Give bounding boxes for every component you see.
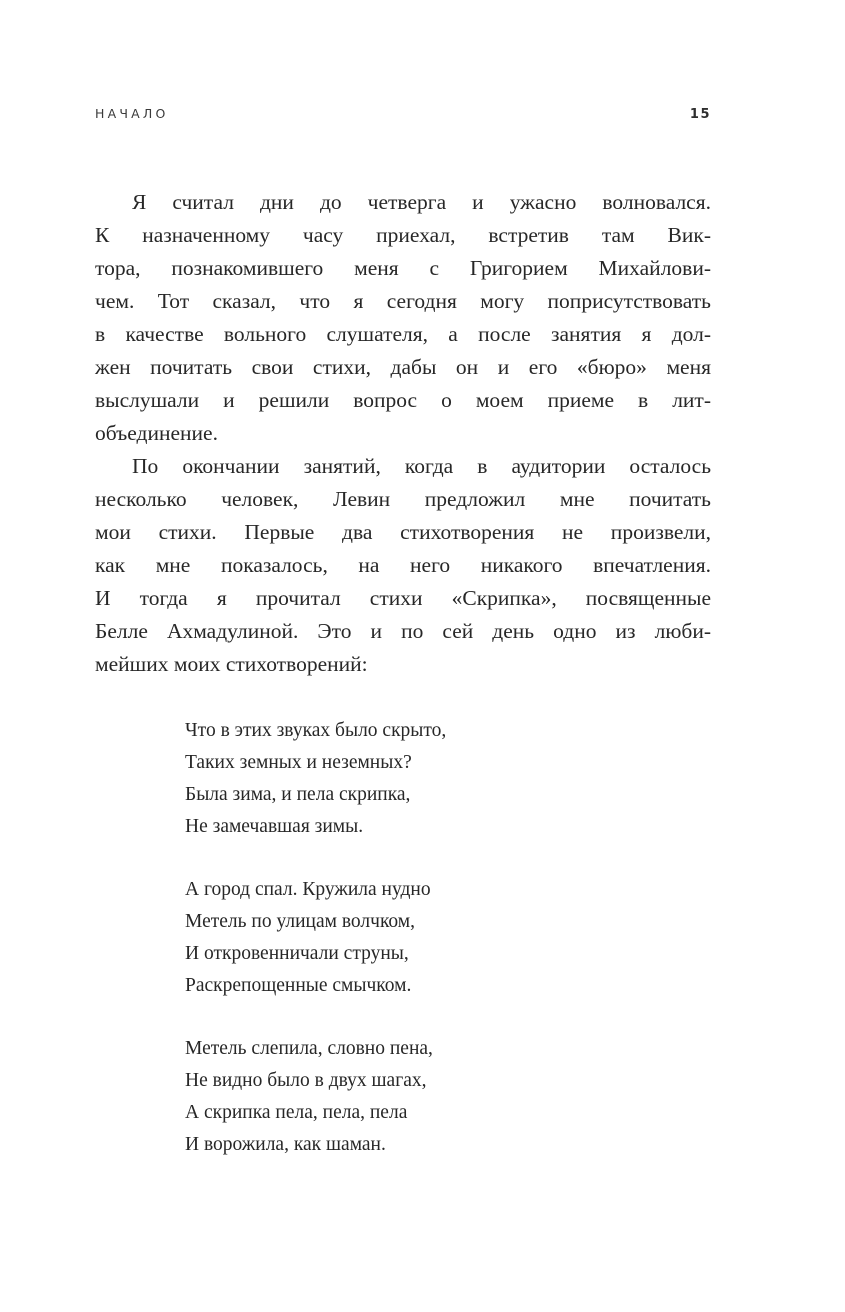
- text-line: несколько человек, Левин предложил мне почитать: [95, 487, 711, 511]
- text-line: мейших моих стихотворений:: [95, 652, 368, 676]
- text-line: в качестве вольного слушателя, а после занятия я дол-: [95, 322, 711, 346]
- text-line: И откровенничали струны,: [185, 943, 409, 964]
- text-line: Метель по улицам волчком,: [185, 911, 416, 932]
- text-line: По окончании занятий, когда в аудитории осталось: [132, 454, 711, 478]
- text-line: И тогда я прочитал стихи «Скрипка», посвященные: [95, 586, 711, 610]
- text-line: К назначенному часу приехал, встретив там Вик-: [95, 223, 711, 247]
- text-line: Не видно было в двух шагах,: [185, 1070, 427, 1091]
- text-line: мои стихи. Первые два стихотворения не произвели,: [95, 520, 711, 544]
- text-line: Не замечавшая зимы.: [185, 816, 364, 837]
- text-line: И ворожила, как шаман.: [185, 1134, 386, 1155]
- poem-stanza-2: [185, 874, 711, 1002]
- body-paragraph-1: [95, 186, 711, 450]
- poem-block: [95, 715, 711, 1161]
- text-line: жен почитать свои стихи, дабы он и его «бюро» меня: [95, 355, 711, 379]
- text-line: Таких земных и неземных?: [185, 752, 412, 773]
- page-content: [95, 186, 711, 1161]
- text-line: объединение.: [95, 421, 218, 445]
- text-line: А город спал. Кружила нудно: [185, 879, 431, 900]
- text-line: А скрипка пела, пела, пела: [185, 1102, 408, 1123]
- text-line: Я считал дни до четверга и ужасно волновался.: [132, 190, 711, 214]
- text-line: Что в этих звуках было скрыто,: [185, 720, 447, 741]
- text-line: выслушали и решили вопрос о моем приеме в лит-: [95, 388, 711, 412]
- body-paragraph-2: [95, 450, 711, 681]
- text-line: тора, познакомившего меня с Григорием Михайлови-: [95, 256, 711, 280]
- text-line: Белле Ахмадулиной. Это и по сей день одно из люби-: [95, 619, 711, 643]
- page-number: 15: [689, 107, 711, 122]
- poem-stanza-3: [185, 1033, 711, 1161]
- poem-stanza-1: [185, 715, 711, 843]
- text-line: Раскрепощенные смычком.: [185, 975, 412, 996]
- text-line: как мне показалось, на него никакого впечатления.: [95, 553, 711, 577]
- page-header: [95, 106, 711, 122]
- chapter-running-title: НАЧАЛО: [95, 106, 169, 121]
- text-line: чем. Тот сказал, что я сегодня могу поприсутствовать: [95, 289, 711, 313]
- text-line: Была зима, и пела скрипка,: [185, 784, 411, 805]
- text-line: Метель слепила, словно пена,: [185, 1038, 433, 1059]
